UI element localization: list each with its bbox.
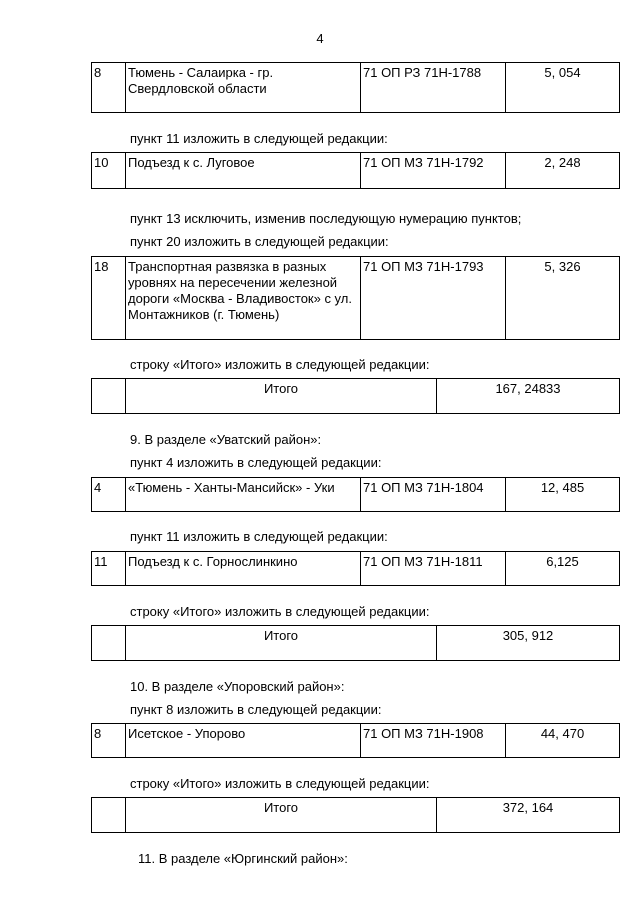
paragraph: строку «Итого» изложить в следующей редакции: <box>130 604 430 619</box>
road-name: Транспортная развязка в разных уровнях на пересечении железной дороги «Москва - Владивосток» с ул. Монтажников (г. Тюмень) <box>126 257 361 340</box>
row-number: 10 <box>92 153 126 189</box>
paragraph: 9. В разделе «Уватский район»: <box>130 432 322 447</box>
row-number: 18 <box>92 257 126 340</box>
row-number: 8 <box>92 63 126 113</box>
paragraph: пункт 13 исключить, изменив последующую нумерацию пунктов; <box>130 211 522 226</box>
paragraph: пункт 8 изложить в следующей редакции: <box>130 702 382 717</box>
total-table-1 <box>91 378 620 414</box>
empty-cell <box>92 379 126 414</box>
road-code: 71 ОП МЗ 71Н-1793 <box>361 257 506 340</box>
road-code: 71 ОП МЗ 71Н-1792 <box>361 153 506 189</box>
total-value: 372, 164 <box>437 798 620 833</box>
total-value: 305, 912 <box>437 626 620 661</box>
road-table-4 <box>91 477 620 512</box>
row-number: 8 <box>92 724 126 758</box>
paragraph: пункт 11 изложить в следующей редакции: <box>130 131 388 146</box>
road-table-5 <box>91 551 620 586</box>
table-row <box>92 552 620 586</box>
road-name: «Тюмень - Ханты-Мансийск» - Уки <box>126 478 361 512</box>
road-name: Подъезд к с. Луговое <box>126 153 361 189</box>
total-table-3 <box>91 797 620 833</box>
table-row <box>92 153 620 189</box>
page-number: 4 <box>316 31 324 46</box>
empty-cell <box>92 626 126 661</box>
road-code: 71 ОП МЗ 71Н-1908 <box>361 724 506 758</box>
paragraph: пункт 11 изложить в следующей редакции: <box>130 529 388 544</box>
road-length: 2, 248 <box>506 153 620 189</box>
total-label: Итого <box>126 626 437 661</box>
road-table-1 <box>91 62 620 113</box>
table-row <box>92 724 620 758</box>
table-row <box>92 257 620 340</box>
road-code: 71 ОП РЗ 71Н-1788 <box>361 63 506 113</box>
road-code: 71 ОП МЗ 71Н-1811 <box>361 552 506 586</box>
total-label: Итого <box>126 379 437 414</box>
paragraph: строку «Итого» изложить в следующей редакции: <box>130 357 430 372</box>
table-row <box>92 63 620 113</box>
road-name: Исетское - Упорово <box>126 724 361 758</box>
road-name: Тюмень - Салаирка - гр. Свердловской области <box>126 63 361 113</box>
road-table-6 <box>91 723 620 758</box>
total-table-2 <box>91 625 620 661</box>
road-length: 5, 054 <box>506 63 620 113</box>
row-number: 4 <box>92 478 126 512</box>
road-name: Подъезд к с. Горнослинкино <box>126 552 361 586</box>
empty-cell <box>92 798 126 833</box>
road-length: 5, 326 <box>506 257 620 340</box>
row-number: 11 <box>92 552 126 586</box>
paragraph: пункт 4 изложить в следующей редакции: <box>130 455 382 470</box>
total-label: Итого <box>126 798 437 833</box>
road-length: 12, 485 <box>506 478 620 512</box>
road-table-2 <box>91 152 620 189</box>
table-row <box>92 626 620 661</box>
road-code: 71 ОП МЗ 71Н-1804 <box>361 478 506 512</box>
paragraph: строку «Итого» изложить в следующей редакции: <box>130 776 430 791</box>
table-row <box>92 379 620 414</box>
paragraph: 10. В разделе «Упоровский район»: <box>130 679 345 694</box>
total-value: 167, 24833 <box>437 379 620 414</box>
paragraph: 11. В разделе «Юргинский район»: <box>138 851 348 866</box>
road-length: 6,125 <box>506 552 620 586</box>
road-length: 44, 470 <box>506 724 620 758</box>
paragraph: пункт 20 изложить в следующей редакции: <box>130 234 389 249</box>
table-row <box>92 798 620 833</box>
table-row <box>92 478 620 512</box>
road-table-3 <box>91 256 620 340</box>
